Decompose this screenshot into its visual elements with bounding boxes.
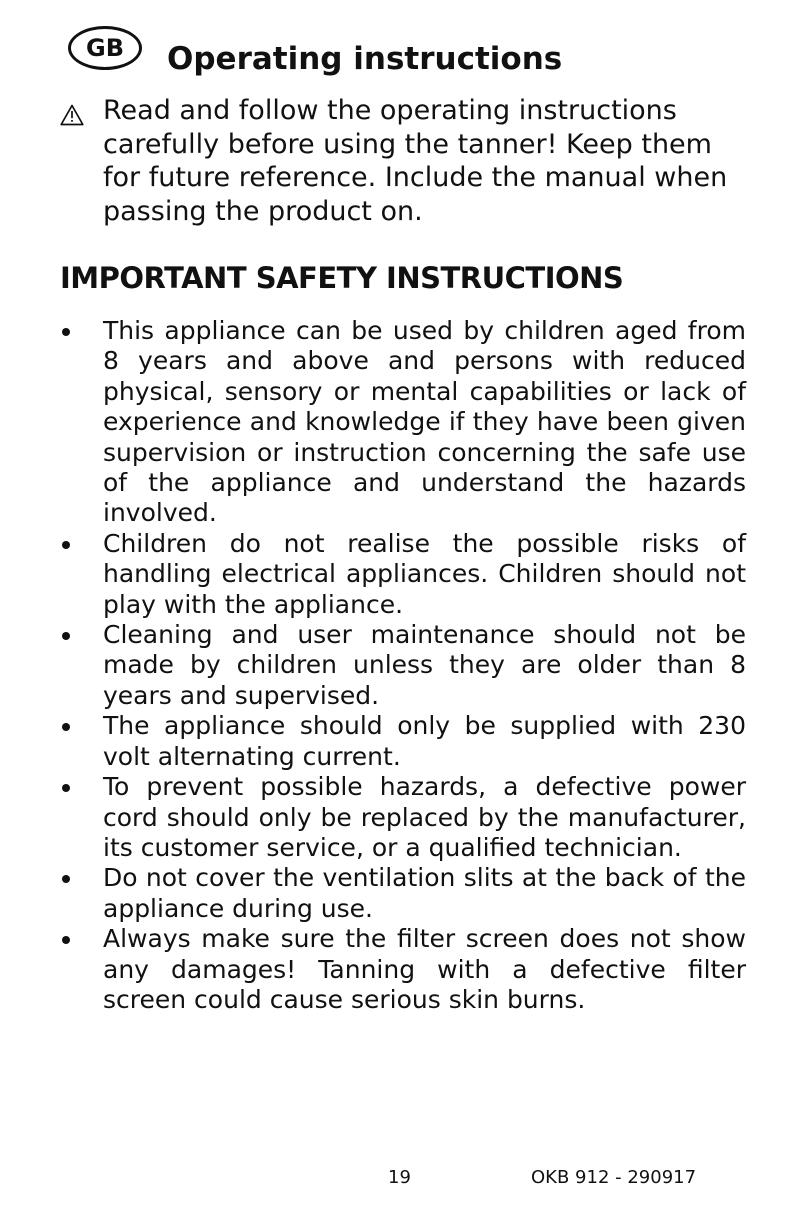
safety-item-text: The appliance should only be supplied with 230 volt alternating current.: [103, 711, 746, 771]
safety-list: [60, 316, 746, 1015]
warning-triangle-icon: [60, 104, 84, 126]
bullet: [62, 723, 70, 731]
language-badge: GB: [68, 26, 142, 70]
safety-item: [60, 924, 746, 1015]
safety-item-text: Children do not realise the possible risks of handling electrical appliances. Children should not play with the appliance.: [103, 528, 746, 619]
safety-item: [60, 863, 746, 924]
safety-heading: IMPORTANT SAFETY INSTRUCTIONS: [60, 261, 624, 295]
bullet: [62, 875, 70, 883]
document-code: OKB 912 - 290917: [531, 1167, 697, 1188]
safety-item-text: Do not cover the ventilation slits at the back of the appliance during use.: [103, 863, 746, 923]
page-number: 19: [388, 1167, 411, 1188]
safety-item: [60, 772, 746, 863]
safety-item-text: This appliance can be used by children aged from 8 years and above and persons with reduced physical, sensory or mental capabilities or lack of experience and knowledge if they have been given supervision or instruction concerning the safe use of the appliance and understand the hazards involved.: [103, 316, 746, 528]
safety-item: [60, 316, 746, 529]
safety-item-text: Always make sure the filter screen does not show any damages! Tanning with a defective filter screen could cause serious skin burns.: [103, 924, 746, 1014]
bullet: [62, 784, 70, 792]
bullet: [62, 541, 70, 549]
safety-item: [60, 711, 746, 772]
bullet: [62, 632, 70, 640]
safety-item: [60, 529, 746, 620]
intro-notice: [60, 94, 750, 228]
page-title: Operating instructions: [167, 41, 563, 77]
safety-item-text: Cleaning and user maintenance should not be made by children unless they are older than 8 years and supervised.: [103, 620, 746, 710]
safety-item-text: To prevent possible hazards, a defective power cord should only be replaced by the manufacturer, its customer service, or a qualified technician.: [103, 772, 746, 862]
page-header: [68, 26, 748, 86]
safety-item: [60, 620, 746, 711]
bullet: [62, 936, 70, 944]
bullet: [62, 328, 70, 336]
intro-text: Read and follow the operating instructions carefully before using the tanner! Keep them for future reference. Include the manual when passing the product on.: [103, 95, 728, 227]
